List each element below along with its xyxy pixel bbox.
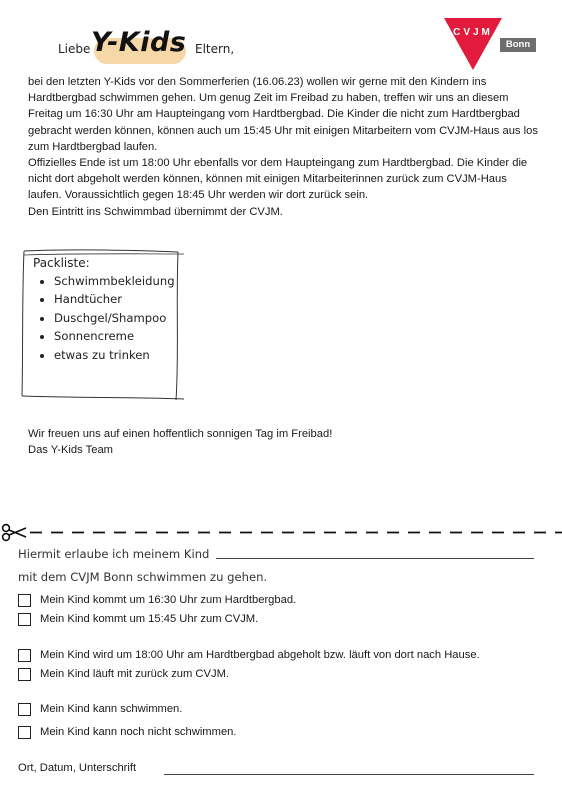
packliste-title: Packliste: — [33, 256, 90, 270]
child-name-line[interactable] — [216, 558, 534, 559]
option-return-cvjm[interactable] — [18, 666, 229, 682]
option-label: Mein Kind kann noch nicht schwimmen. — [40, 726, 237, 738]
cvjm-logo — [444, 18, 536, 74]
signature-label: Ort, Datum, Unterschrift — [18, 762, 137, 774]
greeting-prefix: Liebe — [58, 42, 91, 56]
checkbox[interactable] — [18, 703, 31, 716]
option-can-swim[interactable] — [18, 701, 182, 717]
checkbox[interactable] — [18, 726, 31, 739]
option-arrive-1630[interactable] — [18, 592, 296, 608]
list-item: • Duschgel/Shampoo — [54, 309, 175, 327]
option-label: Mein Kind kommt um 16:30 Uhr zum Hardtbergbad. — [40, 594, 297, 606]
paragraph-2: Offizielles Ende ist um 18:00 Uhr ebenfalls vor dem Haupteingang zum Hardtbergbad. Die Kinder die nicht dort abgeholt werden können, können mit einigen Mitarbeiterinnen zurück zum CVJM-Haus laufen. Voraussichtlich gegen 18:45 Uhr werden wir dort zurück sein. — [28, 157, 528, 202]
packliste-list — [40, 272, 175, 364]
checkbox[interactable] — [18, 649, 31, 662]
list-item: • etwas zu trinken — [54, 346, 175, 364]
checkbox[interactable] — [18, 613, 31, 626]
closing-signoff: Das Y-Kids Team — [28, 444, 113, 456]
logo-city: Bonn — [500, 38, 536, 52]
closing-line-1: Wir freuen uns auf einen hoffentlich sonnigen Tag im Freibad! — [28, 428, 333, 440]
option-label: Mein Kind kommt um 15:45 Uhr zum CVJM. — [40, 613, 259, 625]
checkbox[interactable] — [18, 594, 31, 607]
brand-name: Y-Kids — [91, 27, 187, 58]
list-item: • Handtücher — [54, 290, 175, 308]
paragraph-1: bei den letzten Y-Kids vor den Sommerferien (16.06.23) wollen wir gerne mit den Kindern ins Hardtbergbad schwimmen gehen. Um genug Zeit im Freibad zu haben, treffen wir uns an diesem Freitag um 16:30 Uhr am Haupteingang vom Hardtbergbad. Die Kinder die nicht zum Hardtbergbad gebracht werden können, können auch um 15:45 Uhr mit einigen Mitarbeitern vom CVJM-Haus aus los zum Hardtbergbad laufen. — [28, 76, 538, 153]
paragraph-3: Den Eintritt ins Schwimmbad übernimmt der CVJM. — [28, 205, 283, 218]
option-label: Mein Kind wird um 18:00 Uhr am Hardtbergbad abgeholt bzw. läuft von dort nach Hause. — [40, 649, 480, 661]
signature-line[interactable] — [164, 774, 534, 775]
option-label: Mein Kind läuft mit zurück zum CVJM. — [40, 668, 229, 680]
list-item: • Schwimmbekleidung — [54, 272, 175, 290]
option-cannot-swim[interactable] — [18, 724, 237, 740]
checkbox[interactable] — [18, 668, 31, 681]
letter-body — [28, 74, 538, 220]
permission-text-2: mit dem CVJM Bonn schwimmen zu gehen. — [18, 570, 268, 584]
closing — [28, 426, 332, 458]
option-arrive-1545[interactable] — [18, 611, 258, 627]
option-pickup-1800[interactable] — [18, 647, 480, 663]
option-label: Mein Kind kann schwimmen. — [40, 703, 183, 715]
greeting-suffix: Eltern, — [195, 42, 235, 56]
scissors-icon — [3, 525, 26, 541]
permission-text-1: Hiermit erlaube ich meinem Kind — [18, 547, 210, 561]
logo-text: CVJM — [453, 27, 493, 38]
cut-line — [0, 521, 562, 543]
list-item: • Sonnencreme — [54, 327, 175, 345]
